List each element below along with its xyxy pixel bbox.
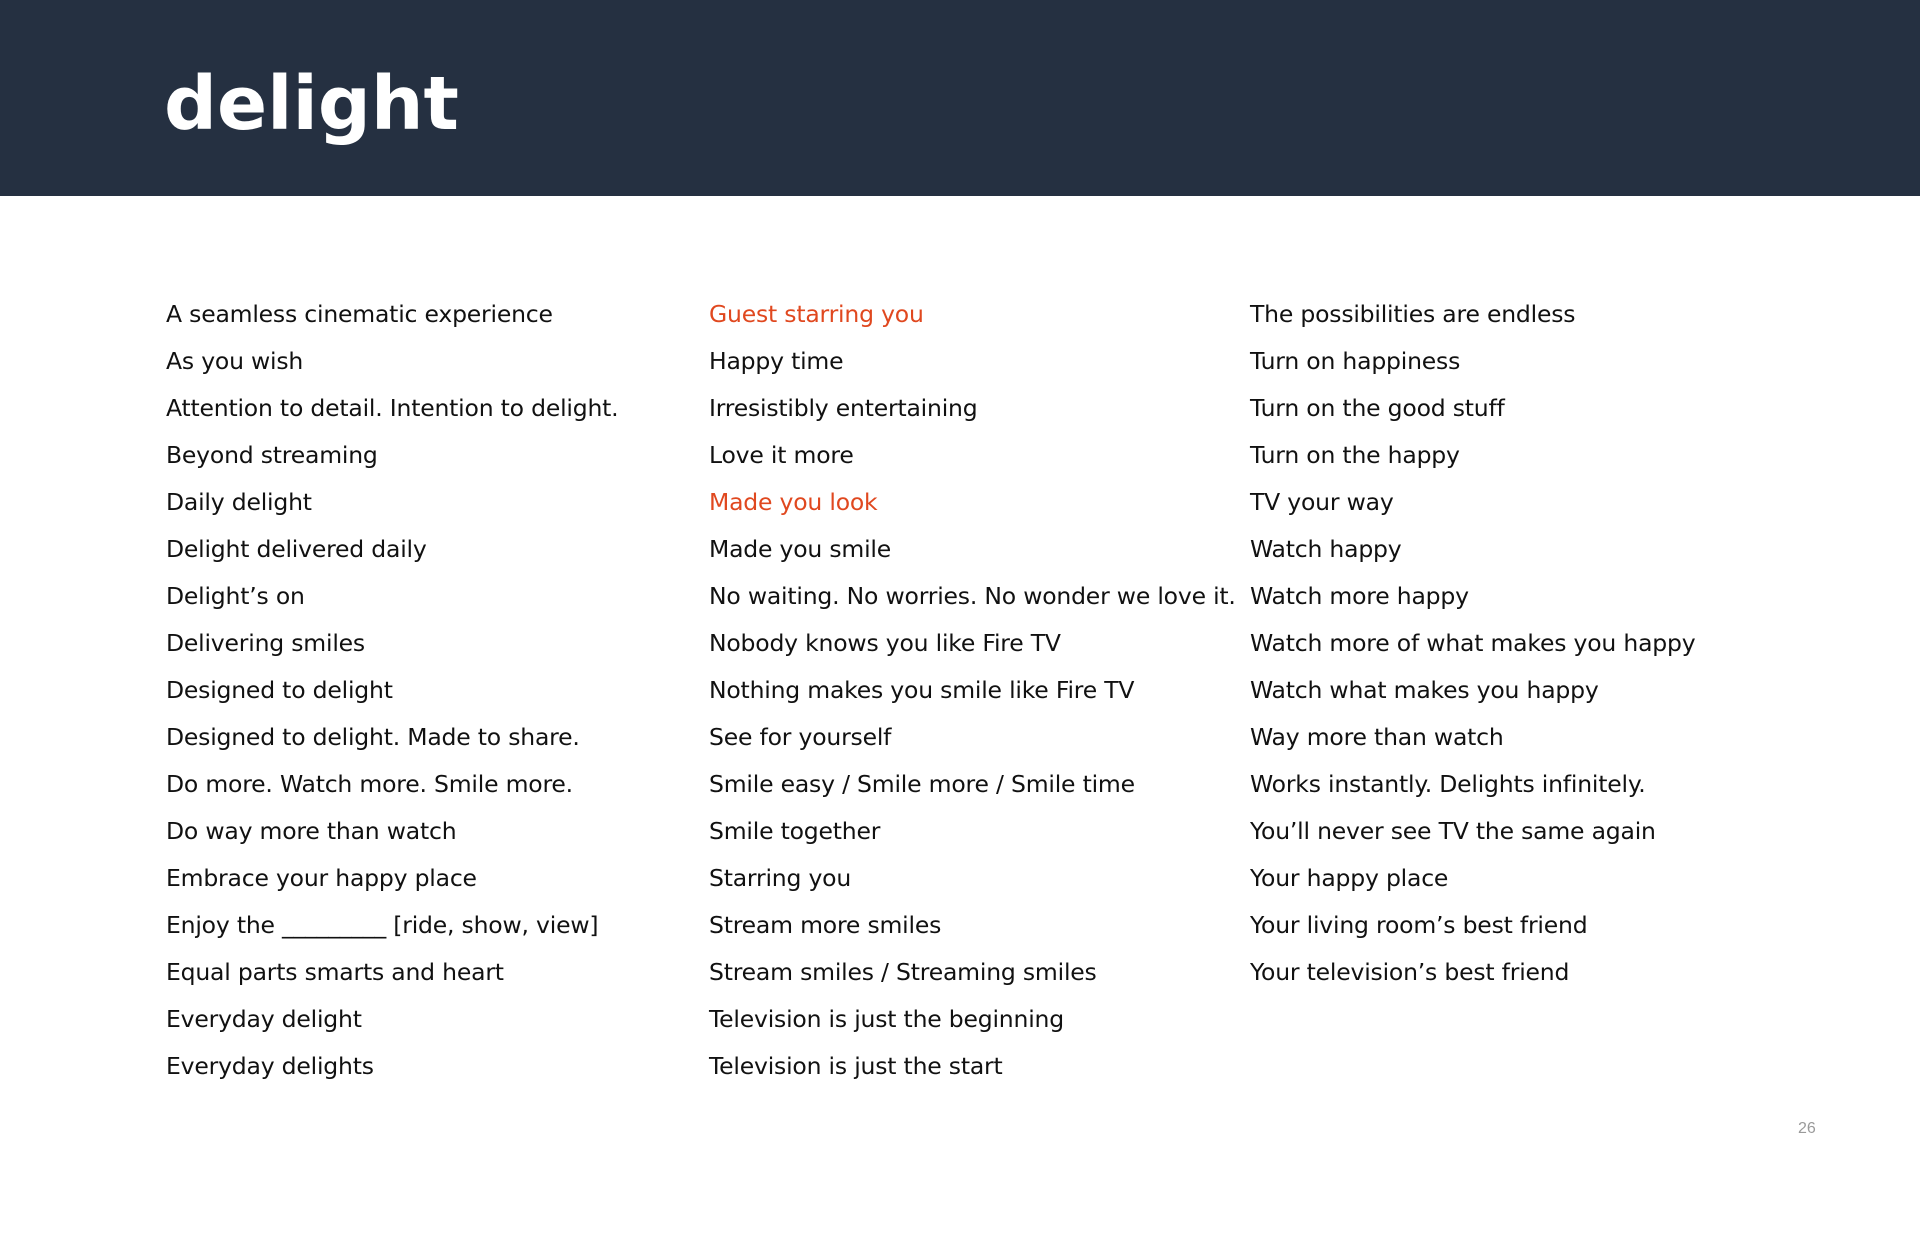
phrase-item: See for yourself — [709, 723, 892, 751]
phrase-item: Watch happy — [1250, 535, 1402, 563]
phrase-item: Daily delight — [166, 488, 312, 516]
phrase-item: Embrace your happy place — [166, 864, 477, 892]
phrase-item: Television is just the start — [709, 1052, 1003, 1080]
phrase-item: The possibilities are endless — [1250, 300, 1576, 328]
phrase-item: Everyday delight — [166, 1005, 362, 1033]
phrase-item: Delight’s on — [166, 582, 305, 610]
phrase-column-2 — [709, 291, 1236, 1090]
phrase-item: Do more. Watch more. Smile more. — [166, 770, 573, 798]
phrase-item: Way more than watch — [1250, 723, 1504, 751]
header-band — [0, 0, 1920, 196]
page-number: 26 — [1798, 1120, 1816, 1137]
phrase-item: Happy time — [709, 347, 844, 375]
phrase-item: Stream more smiles — [709, 911, 942, 939]
phrase-item: Watch more happy — [1250, 582, 1469, 610]
phrase-item: Nothing makes you smile like Fire TV — [709, 676, 1135, 704]
phrase-item: Equal parts smarts and heart — [166, 958, 504, 986]
phrase-item: Irresistibly entertaining — [709, 394, 978, 422]
phrase-item: Delight delivered daily — [166, 535, 427, 563]
phrase-item: Designed to delight — [166, 676, 393, 704]
phrase-item: Everyday delights — [166, 1052, 374, 1080]
phrase-item: Watch what makes you happy — [1250, 676, 1599, 704]
phrase-column-1 — [166, 291, 618, 1090]
phrase-item: Turn on the happy — [1250, 441, 1460, 469]
phrase-item: Works instantly. Delights infinitely. — [1250, 770, 1646, 798]
phrase-column-3 — [1250, 291, 1695, 996]
phrase-item: Television is just the beginning — [709, 1005, 1064, 1033]
phrase-item: TV your way — [1250, 488, 1394, 516]
phrase-item: No waiting. No worries. No wonder we love it. — [709, 582, 1236, 610]
phrase-item: Smile easy / Smile more / Smile time — [709, 770, 1135, 798]
phrase-item: Delivering smiles — [166, 629, 365, 657]
highlighted-phrase: Made you look — [709, 488, 878, 516]
phrase-item: Designed to delight. Made to share. — [166, 723, 580, 751]
phrase-item: Your television’s best friend — [1250, 958, 1570, 986]
phrase-item: Smile together — [709, 817, 881, 845]
phrase-item: As you wish — [166, 347, 304, 375]
phrase-item: Your happy place — [1250, 864, 1449, 892]
phrase-item: Made you smile — [709, 535, 892, 563]
phrase-item: Starring you — [709, 864, 852, 892]
phrase-item: Your living room’s best friend — [1250, 911, 1588, 939]
phrase-item: Love it more — [709, 441, 854, 469]
phrase-item: Attention to detail. Intention to delight. — [166, 394, 619, 422]
highlighted-phrase: Guest starring you — [709, 300, 924, 328]
phrase-item: Watch more of what makes you happy — [1250, 629, 1696, 657]
phrase-item: You’ll never see TV the same again — [1250, 817, 1656, 845]
phrase-item: Enjoy the _________ [ride, show, view] — [166, 911, 599, 939]
phrase-item: Turn on happiness — [1250, 347, 1461, 375]
phrase-item: Beyond streaming — [166, 441, 378, 469]
phrase-item: A seamless cinematic experience — [166, 300, 553, 328]
phrase-item: Do way more than watch — [166, 817, 457, 845]
page-title: delight — [164, 61, 459, 147]
phrase-item: Turn on the good stuff — [1250, 394, 1505, 422]
phrase-item: Nobody knows you like Fire TV — [709, 629, 1061, 657]
phrase-item: Stream smiles / Streaming smiles — [709, 958, 1097, 986]
